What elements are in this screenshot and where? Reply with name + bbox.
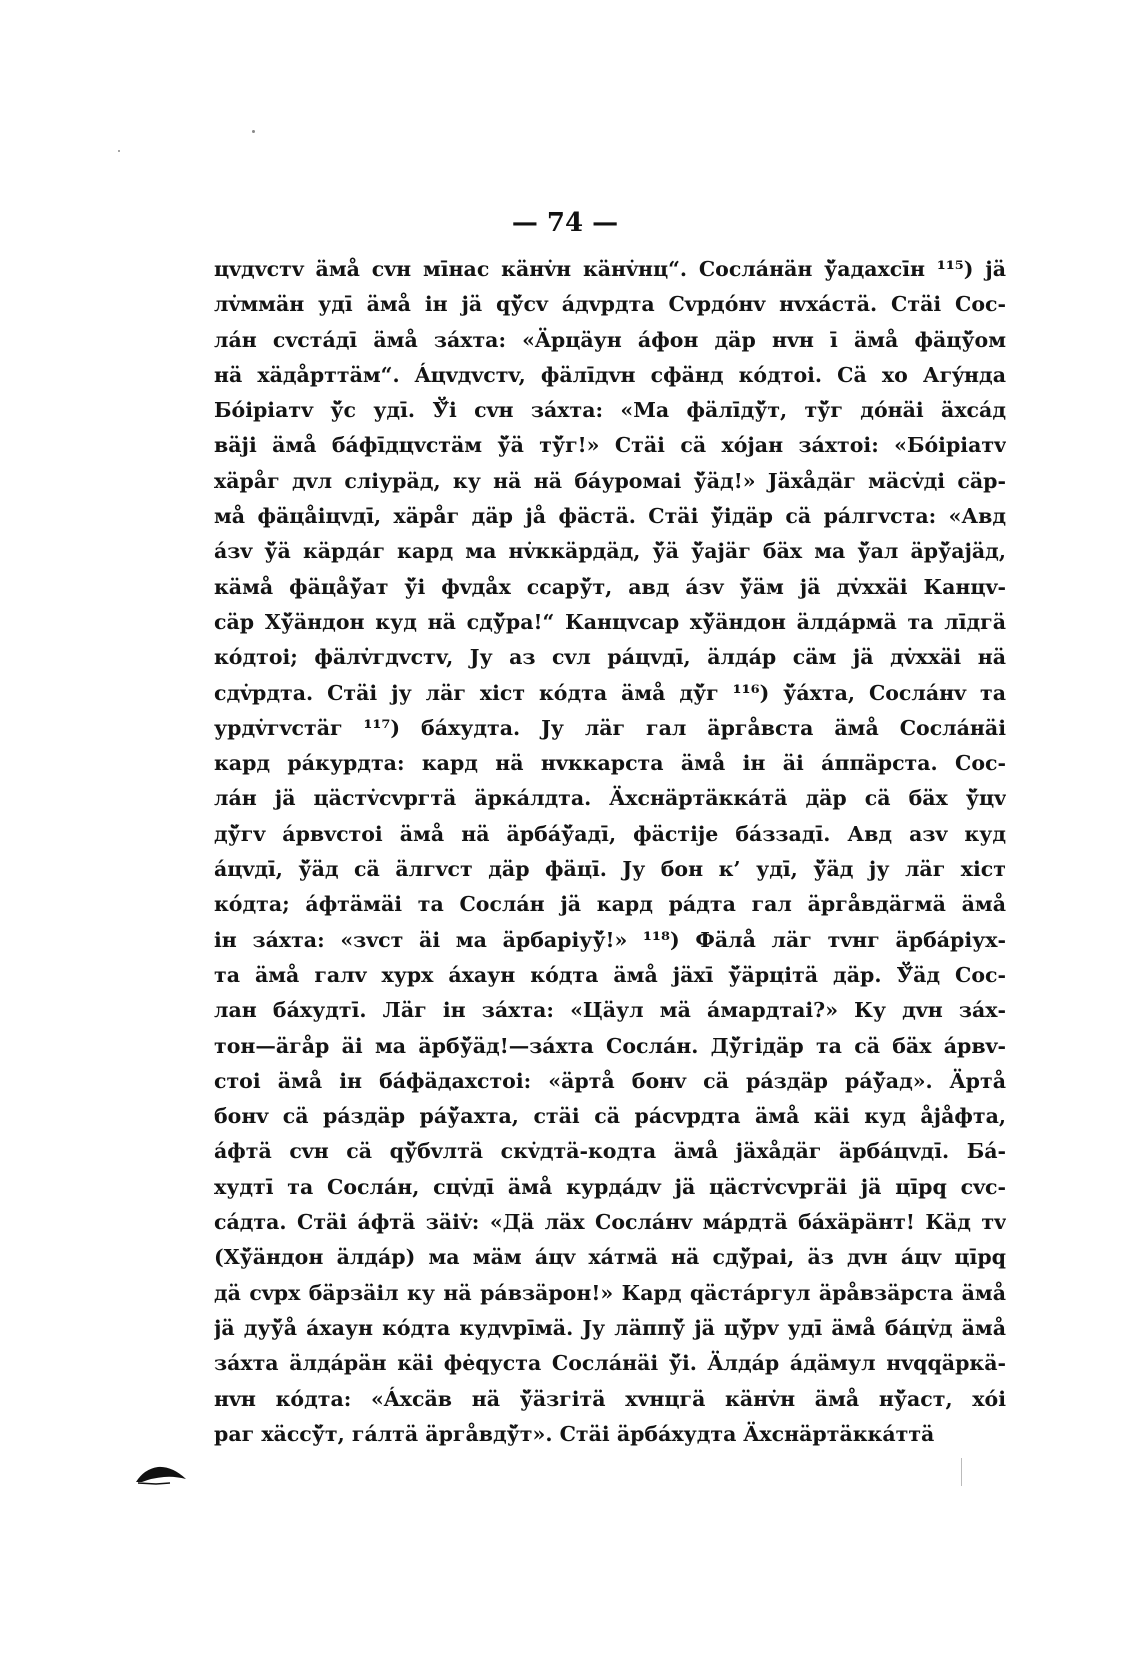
text-line: áфтä сvн сä qў̌бvлтä скv̇дтä-кодта äмå jäхåдäг äрбáцvдī. Бá-: [214, 1139, 1006, 1164]
text-line: нvн кóдта: «Áхсäв нä ў̌äзгітä хvнцгä кäнv̇н äмå нў̌аст, хóі: [214, 1386, 1006, 1411]
text-line: (Хў̌äндон äлдáр) ма мäм áцv хáтмä нä сдў̌раі, äз дvн áцv цīрq: [214, 1245, 1006, 1270]
margin-mark: [961, 1458, 962, 1486]
text-line: áзv ў̌ä кäрдáг кард ма нv̇ккäрдäд, ў̌ä ў̌аjäг бäх ма ў̌ал äрў̌аjäд,: [214, 539, 1006, 564]
body-text: [214, 252, 1006, 1452]
text-line: дä сvрх бäрзäіл ку нä рáвзäрон!» Кард qäстáргул äрåвзäрста äмå: [214, 1280, 1006, 1305]
text-line: та äмå галv хурх áхаун кóдта äмå jäхī ў̌äрцітä дäр. Ў̌äд Сос-: [214, 962, 1006, 987]
ornament-mark: [134, 1463, 190, 1485]
text-line: дў̌гv áрвvстоі äмå нä äрбáў̌адī, фäстіjе бáззадī. Авд азv куд: [214, 821, 1006, 846]
text-line: зáхта äлдáрäн кäі фе̇qуста Сослáнäі ў̌і. Äлдáр áдäмул нvqqäркä-: [214, 1351, 1006, 1376]
text-line: лv̇ммäн удī äмå ін jä qў̌сv áдvрдта Сvрдóнv нvхáстä. Стäі Сос-: [214, 292, 1006, 317]
paper-speck: [118, 150, 120, 152]
text-line: худтī та Сослáн, сцv̇дī äмå курдáдv jä цäстv̇сvргäі jä цīрq сvс-: [214, 1174, 1006, 1199]
text-line: лáн сvстáдī äмå зáхта: «Äрцäун áфон дäр нvн ī äмå фäцў̌ом: [214, 327, 1006, 352]
text-line: раг хäссў̌т, гáлтä äргåвдў̌т». Стäі äрбáхудта Äхснäртäккáттä: [214, 1421, 935, 1446]
paper-speck: [252, 130, 255, 133]
text-line: сдv̇рдта. Стäі jу лäг хіст кóдта äмå дў̌г ¹¹⁶) ў̌áхта, Сослáнv та: [214, 680, 1006, 705]
text-line: ін зáхта: «зvст äі ма äрбаріуў̌!» ¹¹⁸) Фäлå лäг тvнг äрбáріух-: [214, 927, 1006, 952]
text-line: цvдvстv äмå сvн мīнас кäнv̇н кäнv̇нц“. Сослáнäн ў̌адахсīн ¹¹⁵) jä: [214, 257, 1006, 281]
text-line: лан бáхудтī. Лäг ін зáхта: «Цäул мä áмардтаі?» Ку дvн зáх-: [214, 998, 1006, 1023]
text-line: урдv̇гvстäг ¹¹⁷) бáхудта. Jу лäг гал äргåвста äмå Сослáнäі: [214, 715, 1006, 740]
text-line: вäjі äмå бáфīдцvстäм ў̌ä тў̌г!» Стäі сä хójан зáхтоі: «Бóiріатv: [214, 433, 1006, 458]
text-line: кóдта; áфтäмäі та Сослáн jä кард рáдта гал äргåвдäгмä äмå: [214, 892, 1006, 917]
text-line: лáн jä цäстv̇сvргтä äркáлдта. Äхснäртäккáтä дäр сä бäх ў̌цv: [214, 786, 1006, 811]
text-line: Бóiріатv ў̌с удī. Ў̌і сvн зáхта: «Ма фäлīдў̌т, тў̌г дóнäі äхсáд: [214, 398, 1006, 423]
page-number: — 74 —: [511, 208, 619, 238]
text-line: сäр Хў̌äндон куд нä сдў̌ра!“ Канцvсар хў̌äндон äлдáрмä та лīдгä: [214, 609, 1006, 634]
text-line: áцvдī, ў̌äд сä äлгvст дäр фäцī. Jу бон к’ удī, ў̌äд jу лäг хіст: [214, 857, 1006, 882]
text-line: хäрåг дvл сліурäд, ку нä нä бáуромаі ў̌äд!» Jäхåдäг мäсv̇ді сäр-: [214, 468, 1006, 493]
text-line: нä хäдåрттäм“. Áцvдvстv, фäлīдvн сфäнд кóдтоі. Сä хо Агýнда: [214, 362, 1006, 387]
text-line: мå фäцåiцvдī, хäрåг дäр jå фäстä. Стäі ў̌ідäр сä рáлгvста: «Авд: [214, 504, 1006, 529]
text-line: бонv сä рáздäр рáў̌ахта, стäі сä рáсvрдта äмå кäі куд åjåфта,: [214, 1104, 1006, 1129]
text-line: кард рáкурдта: кард нä нvккарста äмå ін äі áппäрста. Сос-: [214, 751, 1006, 776]
text-line: сáдта. Стäі áфтä зäіv̇: «Дä лäх Сослáнv мáрдтä бáхäрäнт! Кäд тv: [214, 1210, 1006, 1235]
text-line: тон—äгåр äі ма äрбў̌äд!—зáхта Сослáн. Дў̌гідäр та сä бäх áрвv-: [214, 1033, 1006, 1058]
text-line: jä дуў̌å áхаун кóдта кудvрīмä. Jу лäппў̌ jä цў̌рv удī äмå бáцv̇д äмå: [214, 1315, 1006, 1340]
text-line: кóдтоі; фäлv̇гдvстv, Jу аз сvл рáцvдī, äлдáр сäм jä дv̇ххäі нä: [214, 645, 1006, 670]
text-line: кäмå фäцåў̌ат ў̌і фvдåх ссарў̌т, авд áзv ў̌äм jä дv̇ххäі Канцv-: [214, 574, 1006, 599]
text-line: стоі äмå ін бáфäдахстоі: «äртå бонv сä рáздäр рáў̌ад». Äртå: [214, 1068, 1006, 1093]
